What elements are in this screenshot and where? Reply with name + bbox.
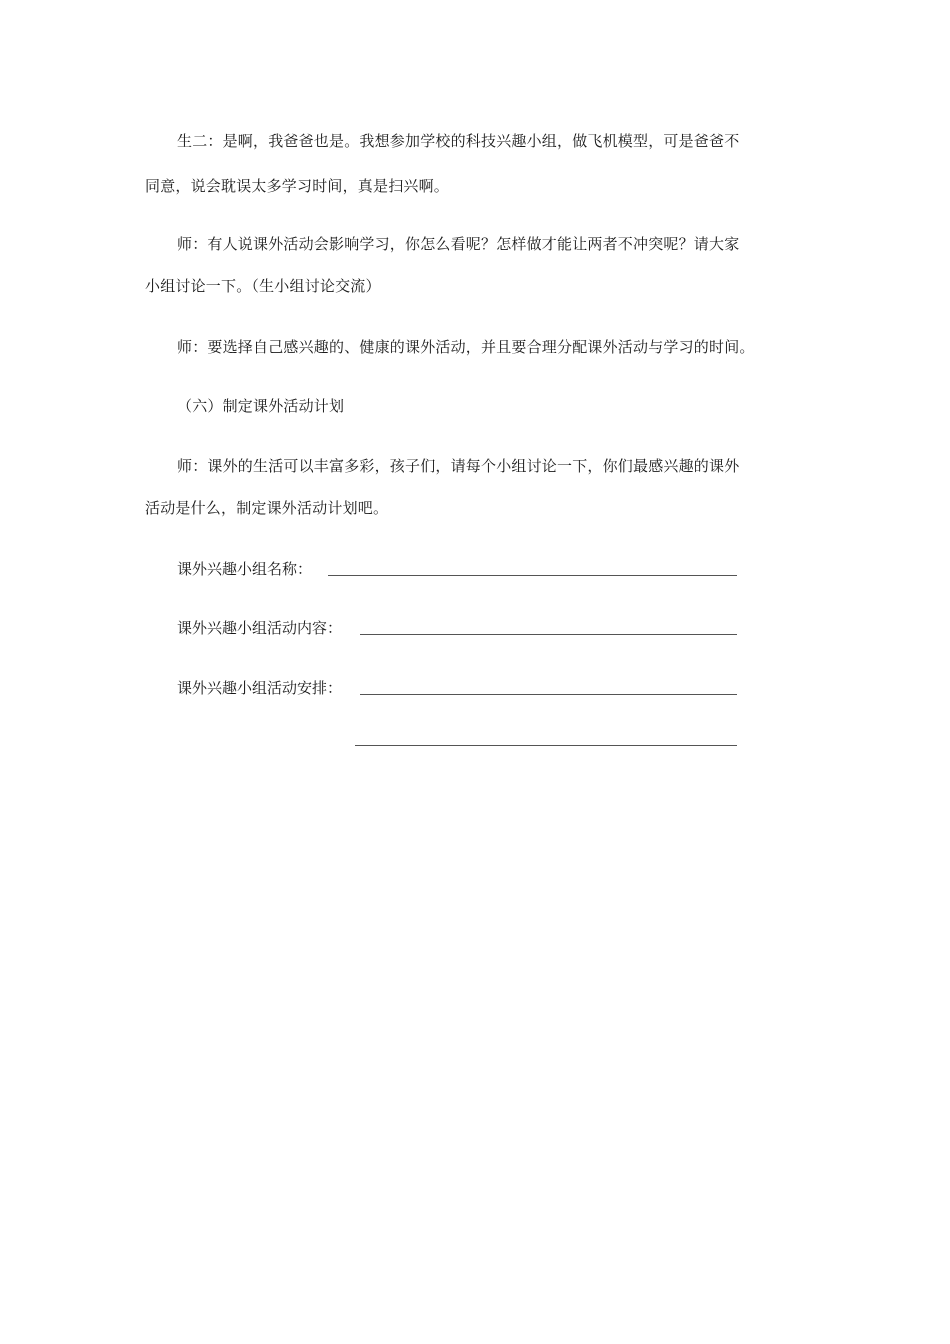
paragraph-5-line-1: 师：课外的生活可以丰富多彩，孩子们，请每个小组讨论一下，你们最感兴趣的课外 [177,457,740,475]
paragraph-5-line-2: 活动是什么，制定课外活动计划吧。 [145,499,389,517]
blank-line-group-name[interactable] [328,575,737,576]
section-heading: （六）制定课外活动计划 [177,397,345,415]
blank-line-activity-schedule[interactable] [360,694,737,695]
field-label-group-name: 课外兴趣小组名称： [177,560,313,578]
paragraph-2-line-2: 小组讨论一下。（生小组讨论交流） [145,277,381,295]
blank-line-activity-content[interactable] [360,634,737,635]
paragraph-2-line-1: 师：有人说课外活动会影响学习，你怎么看呢？怎样做才能让两者不冲突呢？请大家 [177,235,740,253]
field-label-activity-content: 课外兴趣小组活动内容： [177,619,343,637]
paragraph-1-line-1: 生二：是啊，我爸爸也是。我想参加学校的科技兴趣小组，做飞机模型，可是爸爸不 [177,132,740,150]
field-label-activity-schedule: 课外兴趣小组活动安排： [177,679,343,697]
paragraph-3-line-1: 师：要选择自己感兴趣的、健康的课外活动，并且要合理分配课外活动与学习的时间。 [177,338,755,356]
blank-line-extra[interactable] [355,745,737,746]
paragraph-1-line-2: 同意，说会耽误太多学习时间，真是扫兴啊。 [145,177,450,195]
